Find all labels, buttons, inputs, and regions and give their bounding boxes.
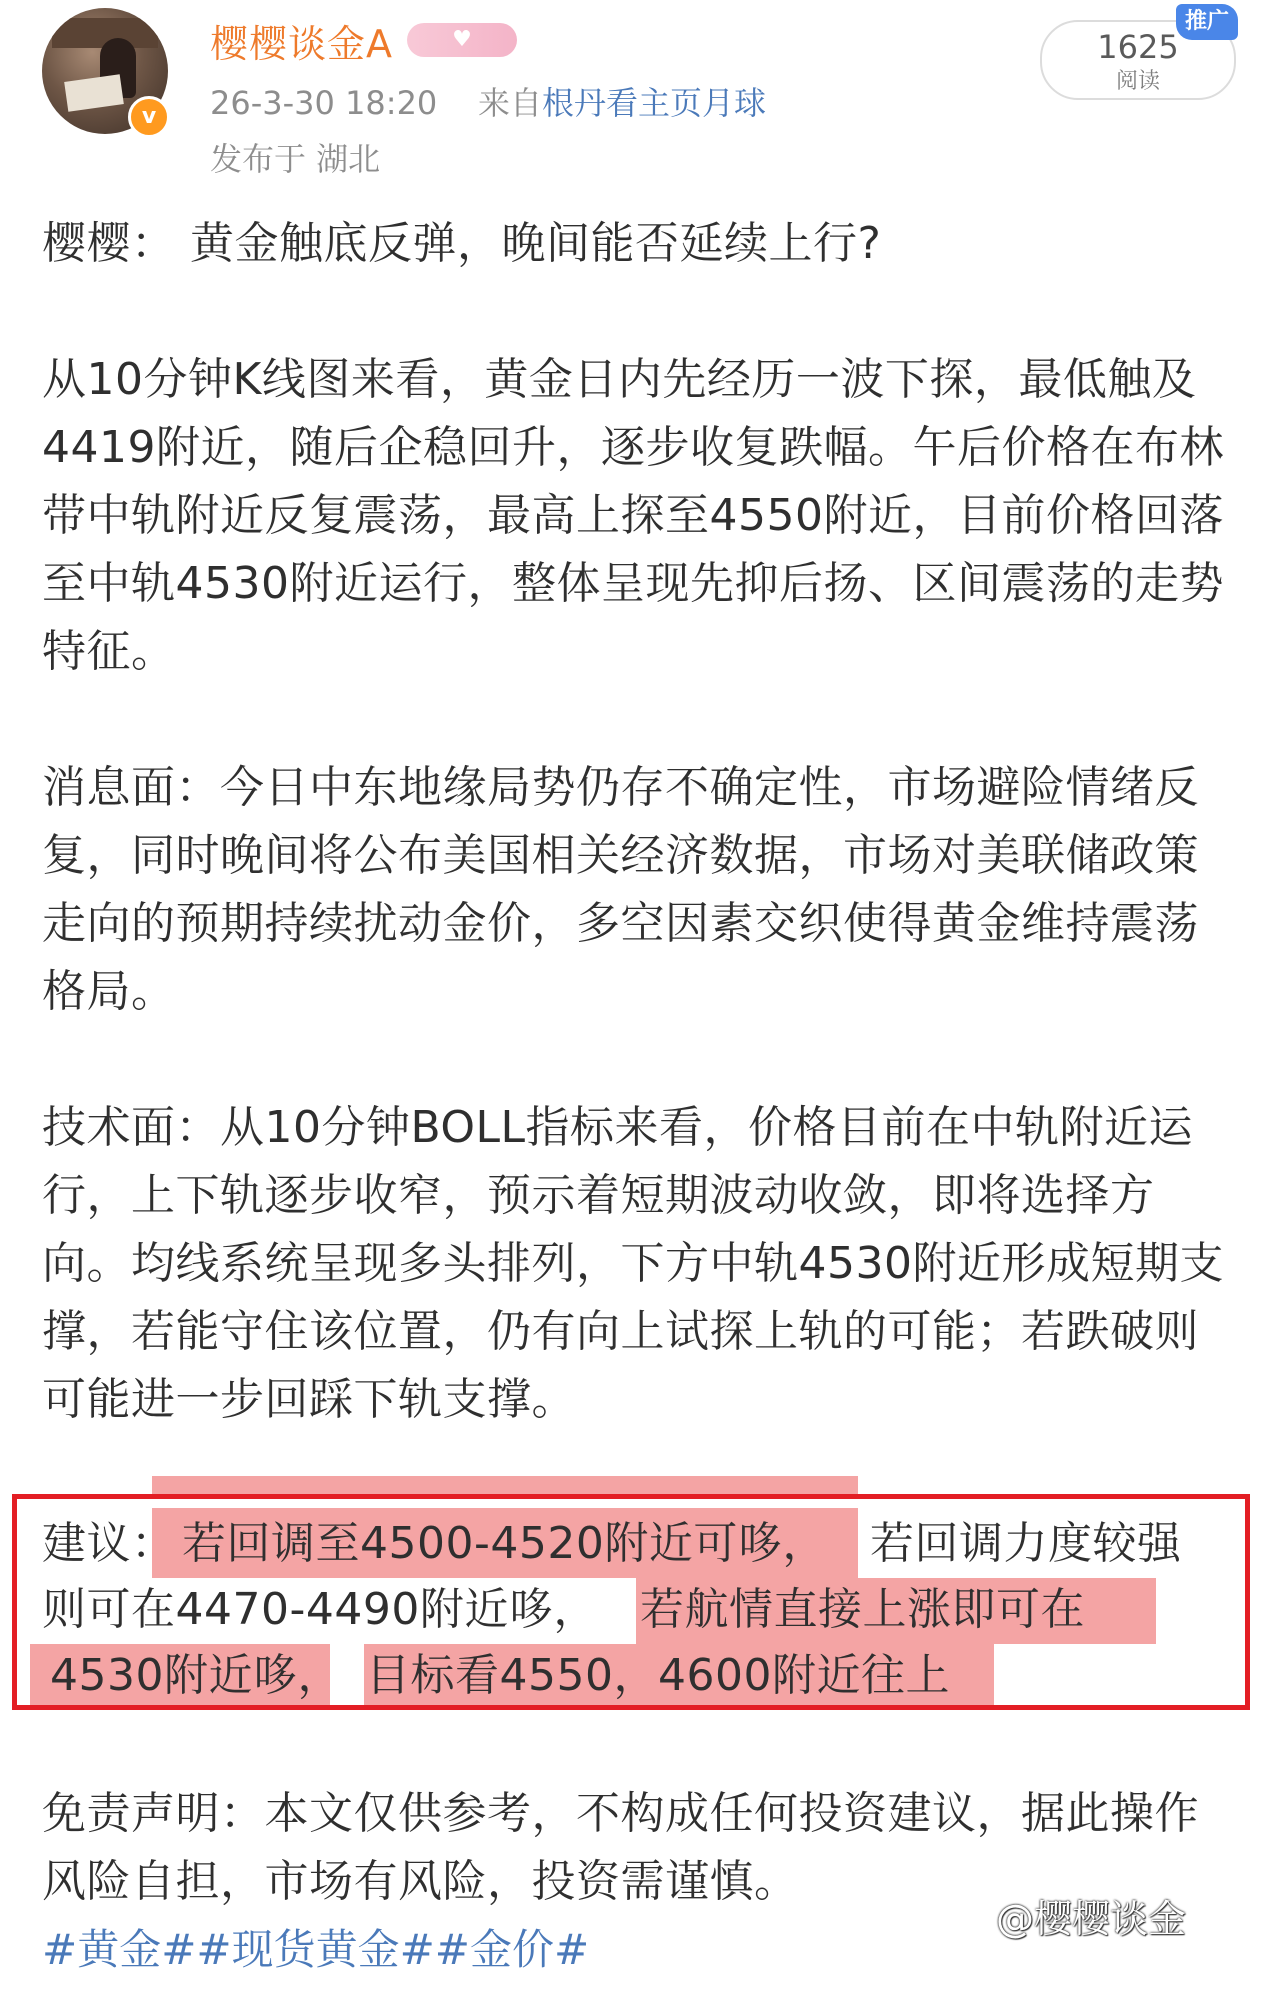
suggestion-label: 建议： (42, 1518, 176, 1569)
post-timestamp: 26-3-30 18:20 (210, 84, 438, 122)
post-header (0, 0, 1280, 190)
member-badge-icon: ♥ (407, 23, 517, 57)
author-name[interactable]: 樱樱谈金A (210, 21, 393, 66)
paragraph-technical: 技术面：从10分钟BOLL指标来看，价格目前在中轨附近运行，上下轨逐步收窄，预示着短期波动收敛，即将选择方向。均线系统呈现多头排列，下方中轨4530附近形成短期支撑，若能守住该位置，仍有向上试探上轨的可能；若跌破则可能进一步回踩下轨支撑。 (42, 1102, 1224, 1425)
suggestion-text-2: 若回调力度较强 (870, 1518, 1182, 1569)
watermark: @樱樱谈金 (996, 1897, 1187, 1941)
post-title: 樱樱： 黄金触底反弹，晚间能否延续上行? (42, 218, 882, 269)
verified-icon: v (128, 96, 170, 138)
paragraph-analysis: 从10分钟K线图来看，黄金日内先经历一波下探，最低触及4419附近，随后企稳回升，逐步收复跌幅。午后价格在布林带中轨附近反复震荡，最高上探至4550附近，目前价格回落至中轨4530附近运行，整体呈现先抑后扬、区间震荡的走势特征。 (42, 354, 1224, 677)
promo-tag[interactable]: 推广 (1176, 4, 1238, 40)
suggestion-text-6: 目标看4550，4600附近往上 (366, 1650, 950, 1701)
suggestion-text-1: 若回调至4500-4520附近可哆， (182, 1518, 827, 1569)
read-count: 1625 (1097, 28, 1179, 66)
paragraph-news: 消息面：今日中东地缘局势仍存不确定性，市场避险情绪反复，同时晚间将公布美国相关经济数据，市场对美联储政策走向的预期持续扰动金价，多空因素交织使得黄金维持震荡格局。 (42, 762, 1199, 1017)
avatar-photo-paper (64, 74, 124, 112)
hashtags[interactable]: #黄金##现货黄金##金价# (42, 1925, 590, 1974)
read-label: 阅读 (1115, 69, 1160, 94)
suggestion-text-5: 4530附近哆， (50, 1650, 342, 1701)
post-meta (210, 78, 766, 124)
post-location: 发布于 湖北 (210, 140, 381, 178)
source-prefix: 来自 (477, 84, 542, 122)
username-row (210, 10, 517, 70)
suggestion-text-3: 则可在4470-4490附近哆， (42, 1584, 598, 1635)
suggestion-text-4: 若航情直接上涨即可在 (640, 1584, 1085, 1635)
disclaimer: 免责声明：本文仅供参考，不构成任何投资建议，据此操作风险自担，市场有风险，投资需谨慎。 (42, 1788, 1199, 1907)
source-link[interactable]: 根丹看主页月球 (541, 84, 766, 122)
